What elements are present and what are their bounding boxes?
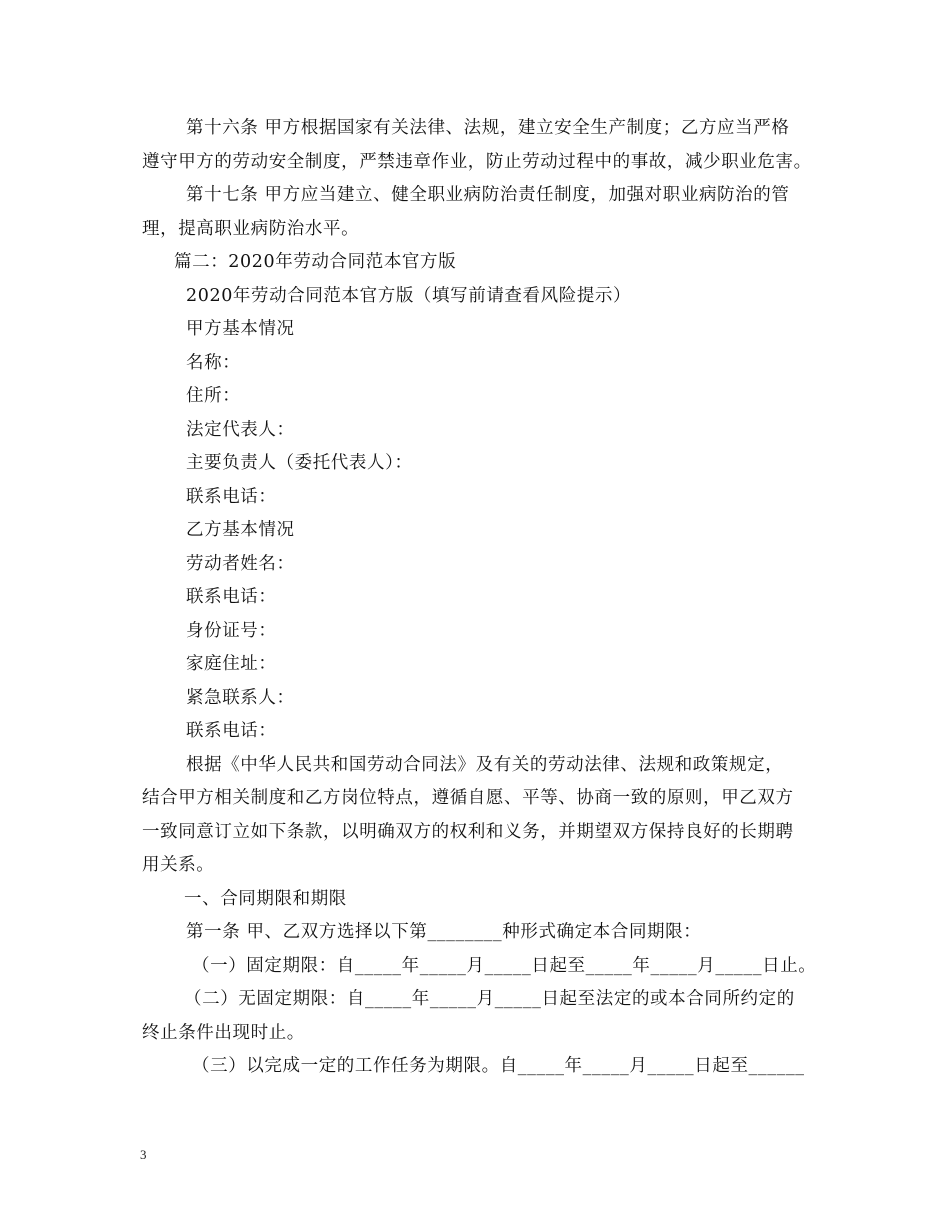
section-heading: 篇二：2020年劳动合同范本官方版 [174,252,457,272]
party-b-address-field: 家庭住址： [186,654,277,674]
preamble-line-1: 根据《中华人民共和国劳动合同法》及有关的劳动法律、法规和政策规定， [186,754,784,775]
article-1-line: 第一条 甲、乙双方选择以下第________种形式确定本合同期限： [186,922,702,942]
article-17-line-2: 理，提高职业病防治水平。 [142,218,360,239]
open-term-line-2: 终止条件出现时止。 [142,1022,305,1043]
article-17-line-1: 第十七条 甲方应当建立、健全职业病防治责任制度，加强对职业病防治的管 [186,185,790,205]
party-a-legal-rep-field: 法定代表人： [186,419,295,440]
chapter-1-heading: 一、合同期限和期限 [184,888,347,909]
party-a-address-field: 住所： [186,386,241,406]
article-16-line-2: 遵守甲方的劳动安全制度，严禁违章作业，防止劳动过程中的事故，减少职业危害。 [142,151,812,172]
fixed-term-line: （一）固定期限：自_____年_____月_____日起至_____年_____月_____日止。 [192,955,817,976]
document-body [142,112,818,1084]
party-b-id-field: 身份证号： [186,620,277,641]
article-16-line-1: 第十六条 甲方根据国家有关法律、法规，建立安全生产制度；乙方应当严格 [186,118,790,138]
party-a-heading: 甲方基本情况 [186,319,295,339]
party-a-phone-field: 联系电话： [186,486,277,507]
contract-title: 2020年劳动合同范本官方版（填写前请查看风险提示） [186,285,632,306]
party-b-heading: 乙方基本情况 [186,520,295,540]
party-a-principal-field: 主要负责人（委托代表人）： [186,453,413,473]
preamble-line-4: 用关系。 [142,855,215,875]
preamble-line-2: 结合甲方相关制度和乙方岗位特点，遵循自愿、平等、协商一致的原则，甲乙双方 [142,788,794,808]
preamble-line-3: 一致同意订立如下条款，以明确双方的权利和义务，并期望双方保持良好的长期聘 [142,821,794,842]
party-a-name-field: 名称： [186,352,241,373]
emergency-phone-field: 联系电话： [186,721,277,741]
party-b-name-field: 劳动者姓名： [186,553,295,574]
open-term-line-1: （二）无固定期限：自_____年_____月_____日起至法定的或本合同所约定的 [184,989,795,1009]
page-number: 3 [140,1147,147,1162]
party-b-phone-field: 联系电话： [186,587,277,607]
emergency-contact-field: 紧急联系人： [186,687,295,708]
task-term-line: （三）以完成一定的工作任务为期限。自_____年_____月_____日起至______ [192,1056,805,1076]
